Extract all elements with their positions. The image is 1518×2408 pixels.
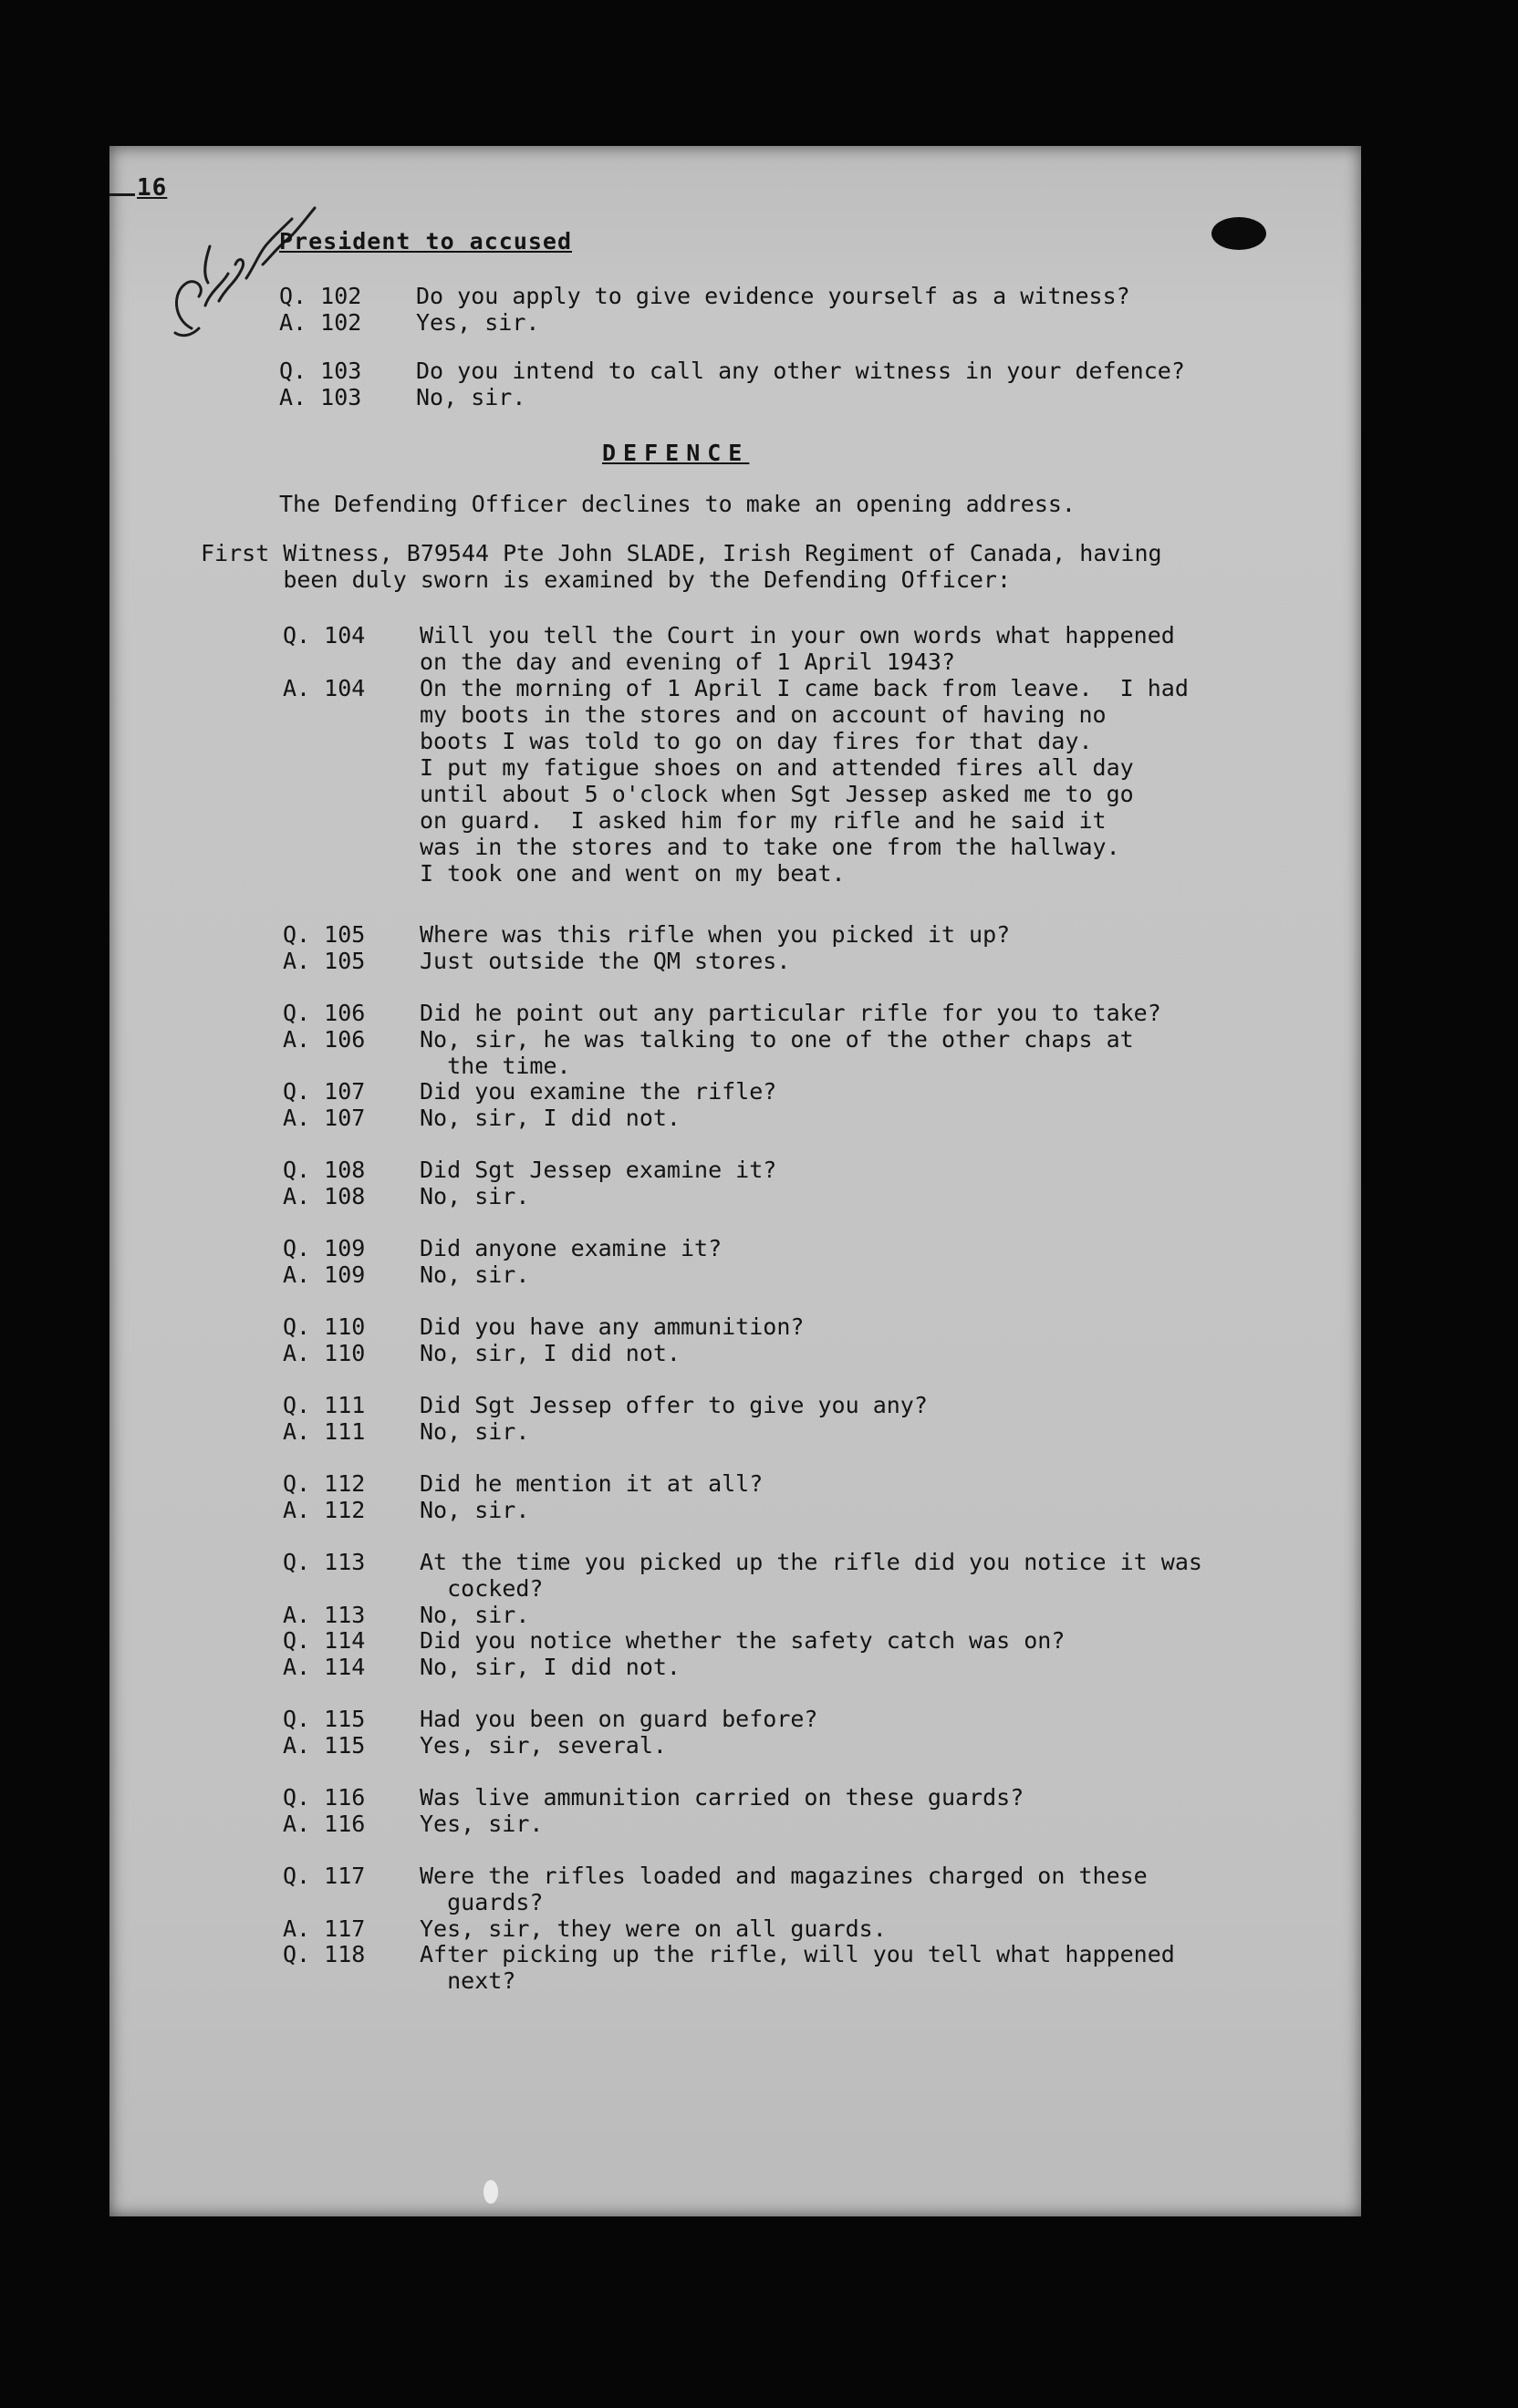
answer-line	[109, 1811, 1361, 1837]
answer-number: A. 110	[283, 1340, 366, 1366]
question-text: After picking up the rifle, will you tell what happened next?	[420, 1941, 1175, 1994]
answer-line	[109, 1026, 1361, 1079]
question-line	[109, 622, 1361, 675]
answer-number: A. 116	[283, 1811, 366, 1837]
testimony-exchange	[109, 1313, 1361, 1366]
qa-line	[109, 384, 1361, 410]
question-line	[109, 1000, 1361, 1026]
question-number: Q. 105	[283, 921, 366, 948]
answer-number: A. 117	[283, 1915, 366, 1942]
question-line	[109, 1157, 1361, 1183]
testimony-exchange	[109, 1627, 1361, 1680]
answer-number: A. 102	[279, 309, 362, 336]
answer-text: Yes, sir, several.	[420, 1732, 667, 1759]
question-text: Did anyone examine it?	[420, 1235, 723, 1261]
answer-text: No, sir.	[420, 1183, 530, 1209]
question-text: Did you examine the rifle?	[420, 1078, 777, 1105]
answer-number: A. 105	[283, 948, 366, 974]
question-number: Q. 109	[283, 1235, 366, 1261]
testimony-exchange	[109, 1157, 1361, 1209]
answer-line	[109, 1340, 1361, 1366]
question-number: Q. 102	[279, 283, 362, 309]
question-line	[109, 1627, 1361, 1654]
answer-text: No, sir, I did not.	[420, 1105, 681, 1131]
question-number: Q. 111	[283, 1392, 366, 1418]
document-page	[109, 146, 1361, 2216]
question-number: Q. 106	[283, 1000, 366, 1026]
testimony-exchange	[109, 1078, 1361, 1131]
question-number: Q. 104	[283, 622, 366, 649]
question-line	[109, 1392, 1361, 1418]
testimony-exchange	[109, 1549, 1361, 1628]
question-line	[109, 1549, 1361, 1602]
question-text: Will you tell the Court in your own words what happened on the day and evening of 1 April 1943?	[420, 622, 1175, 675]
testimony-exchange	[109, 1706, 1361, 1759]
question-line	[109, 1078, 1361, 1105]
question-number: Q. 115	[283, 1706, 366, 1732]
question-number: Q. 113	[283, 1549, 366, 1575]
answer-text: No, sir, I did not.	[420, 1340, 681, 1366]
answer-line	[109, 1602, 1361, 1628]
question-number: Q. 103	[279, 358, 362, 384]
answer-number: A. 104	[283, 675, 366, 701]
question-line	[109, 1784, 1361, 1811]
answer-text: No, sir, he was talking to one of the other chaps at the time.	[420, 1026, 1134, 1079]
answer-line	[109, 1261, 1361, 1288]
answer-line	[109, 1105, 1361, 1131]
question-text: Did he mention it at all?	[420, 1470, 764, 1497]
question-line	[109, 1313, 1361, 1340]
qa-line	[109, 283, 1361, 309]
answer-number: A. 103	[279, 384, 362, 410]
question-number: Q. 107	[283, 1078, 366, 1105]
question-text: Did Sgt Jessep examine it?	[420, 1157, 777, 1183]
answer-text: Yes, sir.	[420, 1811, 544, 1837]
question-text: Do you intend to call any other witness in your defence?	[416, 358, 1185, 384]
answer-text: Yes, sir.	[416, 309, 540, 336]
answer-text: On the morning of 1 April I came back from leave. I had my boots in the stores and on account of having no boots I was told to go on day fires for that day. I put my fatigue shoes on and attended fires all day until about 5 o'clock when Sgt Jessep asked me to go on guard. I asked him for my rifle and he said it was in the stores and to take one from the hallway. I took one and went on my beat.	[420, 675, 1189, 887]
answer-line	[109, 1497, 1361, 1523]
answer-text: No, sir.	[420, 1418, 530, 1445]
answer-number: A. 111	[283, 1418, 366, 1445]
question-text: Had you been on guard before?	[420, 1706, 818, 1732]
testimony-exchange	[109, 1235, 1361, 1288]
question-line	[109, 1941, 1361, 1994]
answer-text: No, sir, I did not.	[420, 1654, 681, 1680]
answer-text: No, sir.	[420, 1261, 530, 1288]
question-number: Q. 108	[283, 1157, 366, 1183]
answer-line	[109, 1732, 1361, 1759]
answer-number: A. 112	[283, 1497, 366, 1523]
question-line	[109, 1235, 1361, 1261]
question-line	[109, 1706, 1361, 1732]
answer-line	[109, 675, 1361, 887]
testimony-exchange	[109, 1784, 1361, 1837]
answer-text: No, sir.	[420, 1497, 530, 1523]
question-text: Where was this rifle when you picked it up?	[420, 921, 1011, 948]
defending-officer-statement: The Defending Officer declines to make an opening address.	[279, 491, 1076, 517]
answer-line	[109, 1418, 1361, 1445]
testimony-exchange	[109, 622, 1361, 887]
answer-line	[109, 948, 1361, 974]
testimony-exchange	[109, 1000, 1361, 1079]
question-text: Was live ammunition carried on these guards?	[420, 1784, 1024, 1811]
question-text: Did he point out any particular rifle for you to take?	[420, 1000, 1161, 1026]
testimony-exchange	[109, 1863, 1361, 1942]
question-line	[109, 921, 1361, 948]
question-text: Did you have any ammunition?	[420, 1313, 805, 1340]
question-text: At the time you picked up the rifle did you notice it was cocked?	[420, 1549, 1202, 1602]
question-line	[109, 1470, 1361, 1497]
testimony-exchange	[109, 921, 1361, 974]
answer-text: No, sir.	[420, 1602, 530, 1628]
answer-number: A. 109	[283, 1261, 366, 1288]
answer-line	[109, 1915, 1361, 1942]
question-number: Q. 112	[283, 1470, 366, 1497]
question-number: Q. 116	[283, 1784, 366, 1811]
question-line	[109, 1863, 1361, 1915]
answer-line	[109, 1654, 1361, 1680]
question-text: Did you notice whether the safety catch was on?	[420, 1627, 1066, 1654]
testimony-exchange	[109, 1392, 1361, 1445]
answer-number: A. 113	[283, 1602, 366, 1628]
opening-qa-103	[109, 358, 1361, 410]
qa-line	[109, 358, 1361, 384]
answer-number: A. 106	[283, 1026, 366, 1053]
witness-introduction: First Witness, B79544 Pte John SLADE, Irish Regiment of Canada, having been duly sworn is examined by the Defending Officer:	[201, 540, 1162, 593]
answer-text: No, sir.	[416, 384, 526, 410]
question-text: Do you apply to give evidence yourself as a witness?	[416, 283, 1130, 309]
answer-number: A. 115	[283, 1732, 366, 1759]
question-number: Q. 110	[283, 1313, 366, 1340]
question-text: Were the rifles loaded and magazines charged on these guards?	[420, 1863, 1148, 1915]
scan-fleck	[483, 2180, 498, 2204]
opening-qa-102	[109, 283, 1361, 336]
question-number: Q. 117	[283, 1863, 366, 1889]
answer-line	[109, 1183, 1361, 1209]
answer-text: Just outside the QM stores.	[420, 948, 791, 974]
section-heading-president: President to accused	[279, 228, 573, 254]
answer-number: A. 108	[283, 1183, 366, 1209]
section-title-defence: DEFENCE	[602, 440, 750, 466]
question-number: Q. 118	[283, 1941, 366, 1967]
answer-number: A. 114	[283, 1654, 366, 1680]
question-number: Q. 114	[283, 1627, 366, 1654]
ink-blot	[1211, 217, 1266, 250]
qa-line	[109, 309, 1361, 336]
page-number: 16	[137, 174, 168, 202]
answer-text: Yes, sir, they were on all guards.	[420, 1915, 887, 1942]
question-text: Did Sgt Jessep offer to give you any?	[420, 1392, 928, 1418]
answer-number: A. 107	[283, 1105, 366, 1131]
testimony-exchange	[109, 1470, 1361, 1523]
testimony-exchange	[109, 1941, 1361, 1994]
